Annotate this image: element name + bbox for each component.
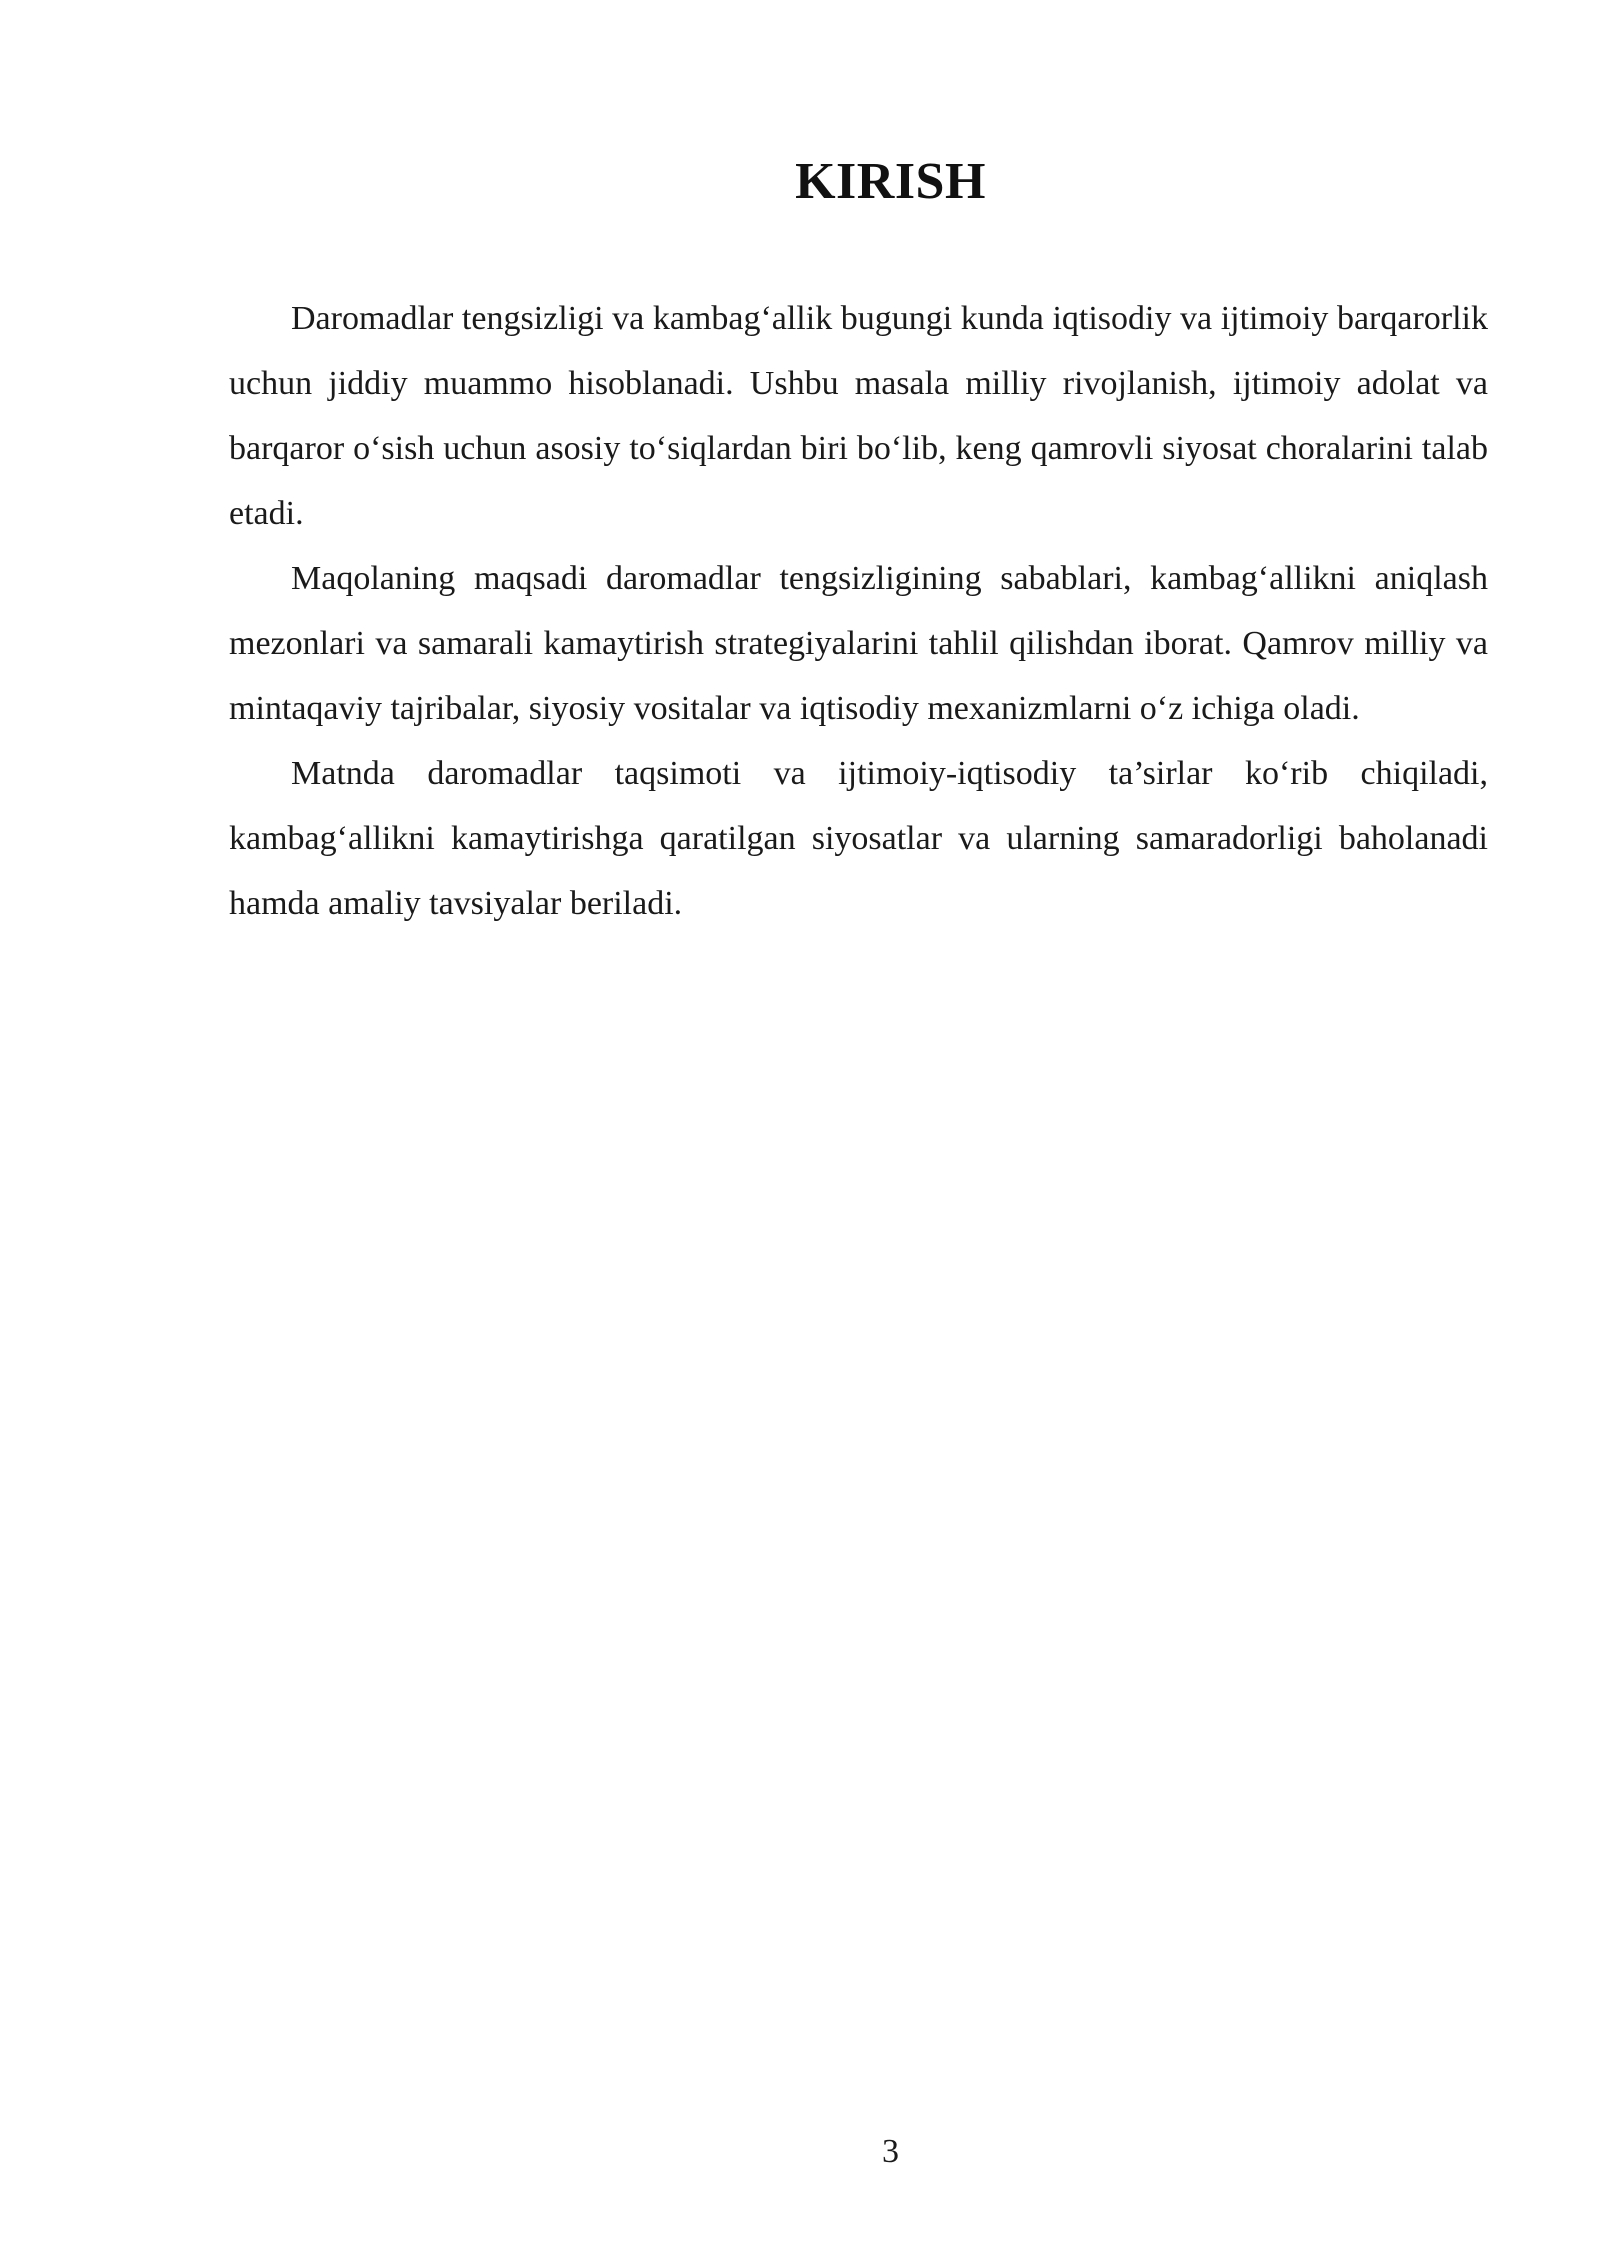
paragraph-2: Maqolaning maqsadi daromadlar tengsizligining sabablari, kambag‘allikni aniqlash mezonlari va samarali kamaytirish strategiyalarini tahlil qilishdan iborat. Qamrov milliy va mintaqaviy tajribalar, siyosiy vositalar va iqtisodiy mexanizmlarni o‘z ichiga oladi. (229, 560, 1488, 727)
paragraph-1: Daromadlar tengsizligi va kambag‘allik bugungi kunda iqtisodiy va ijtimoiy barqarorlik uchun jiddiy muammo hisoblanadi. Ushbu masala milliy rivojlanish, ijtimoiy adolat va barqaror o‘sish uchun asosiy to‘siqlardan biri bo‘lib, keng qamrovli siyosat choralarini talab etadi. (229, 300, 1488, 532)
body-text (229, 286, 1488, 936)
paragraph-3: Matnda daromadlar taqsimoti va ijtimoiy-iqtisodiy ta’sirlar ko‘rib chiqiladi, kambag‘allikni kamaytirishga qaratilgan siyosatlar va ularning samaradorligi baholanadi hamda amaliy tavsiyalar beriladi. (229, 755, 1488, 922)
page-title: KIRISH (795, 153, 986, 210)
page-number: 3 (882, 2133, 899, 2170)
